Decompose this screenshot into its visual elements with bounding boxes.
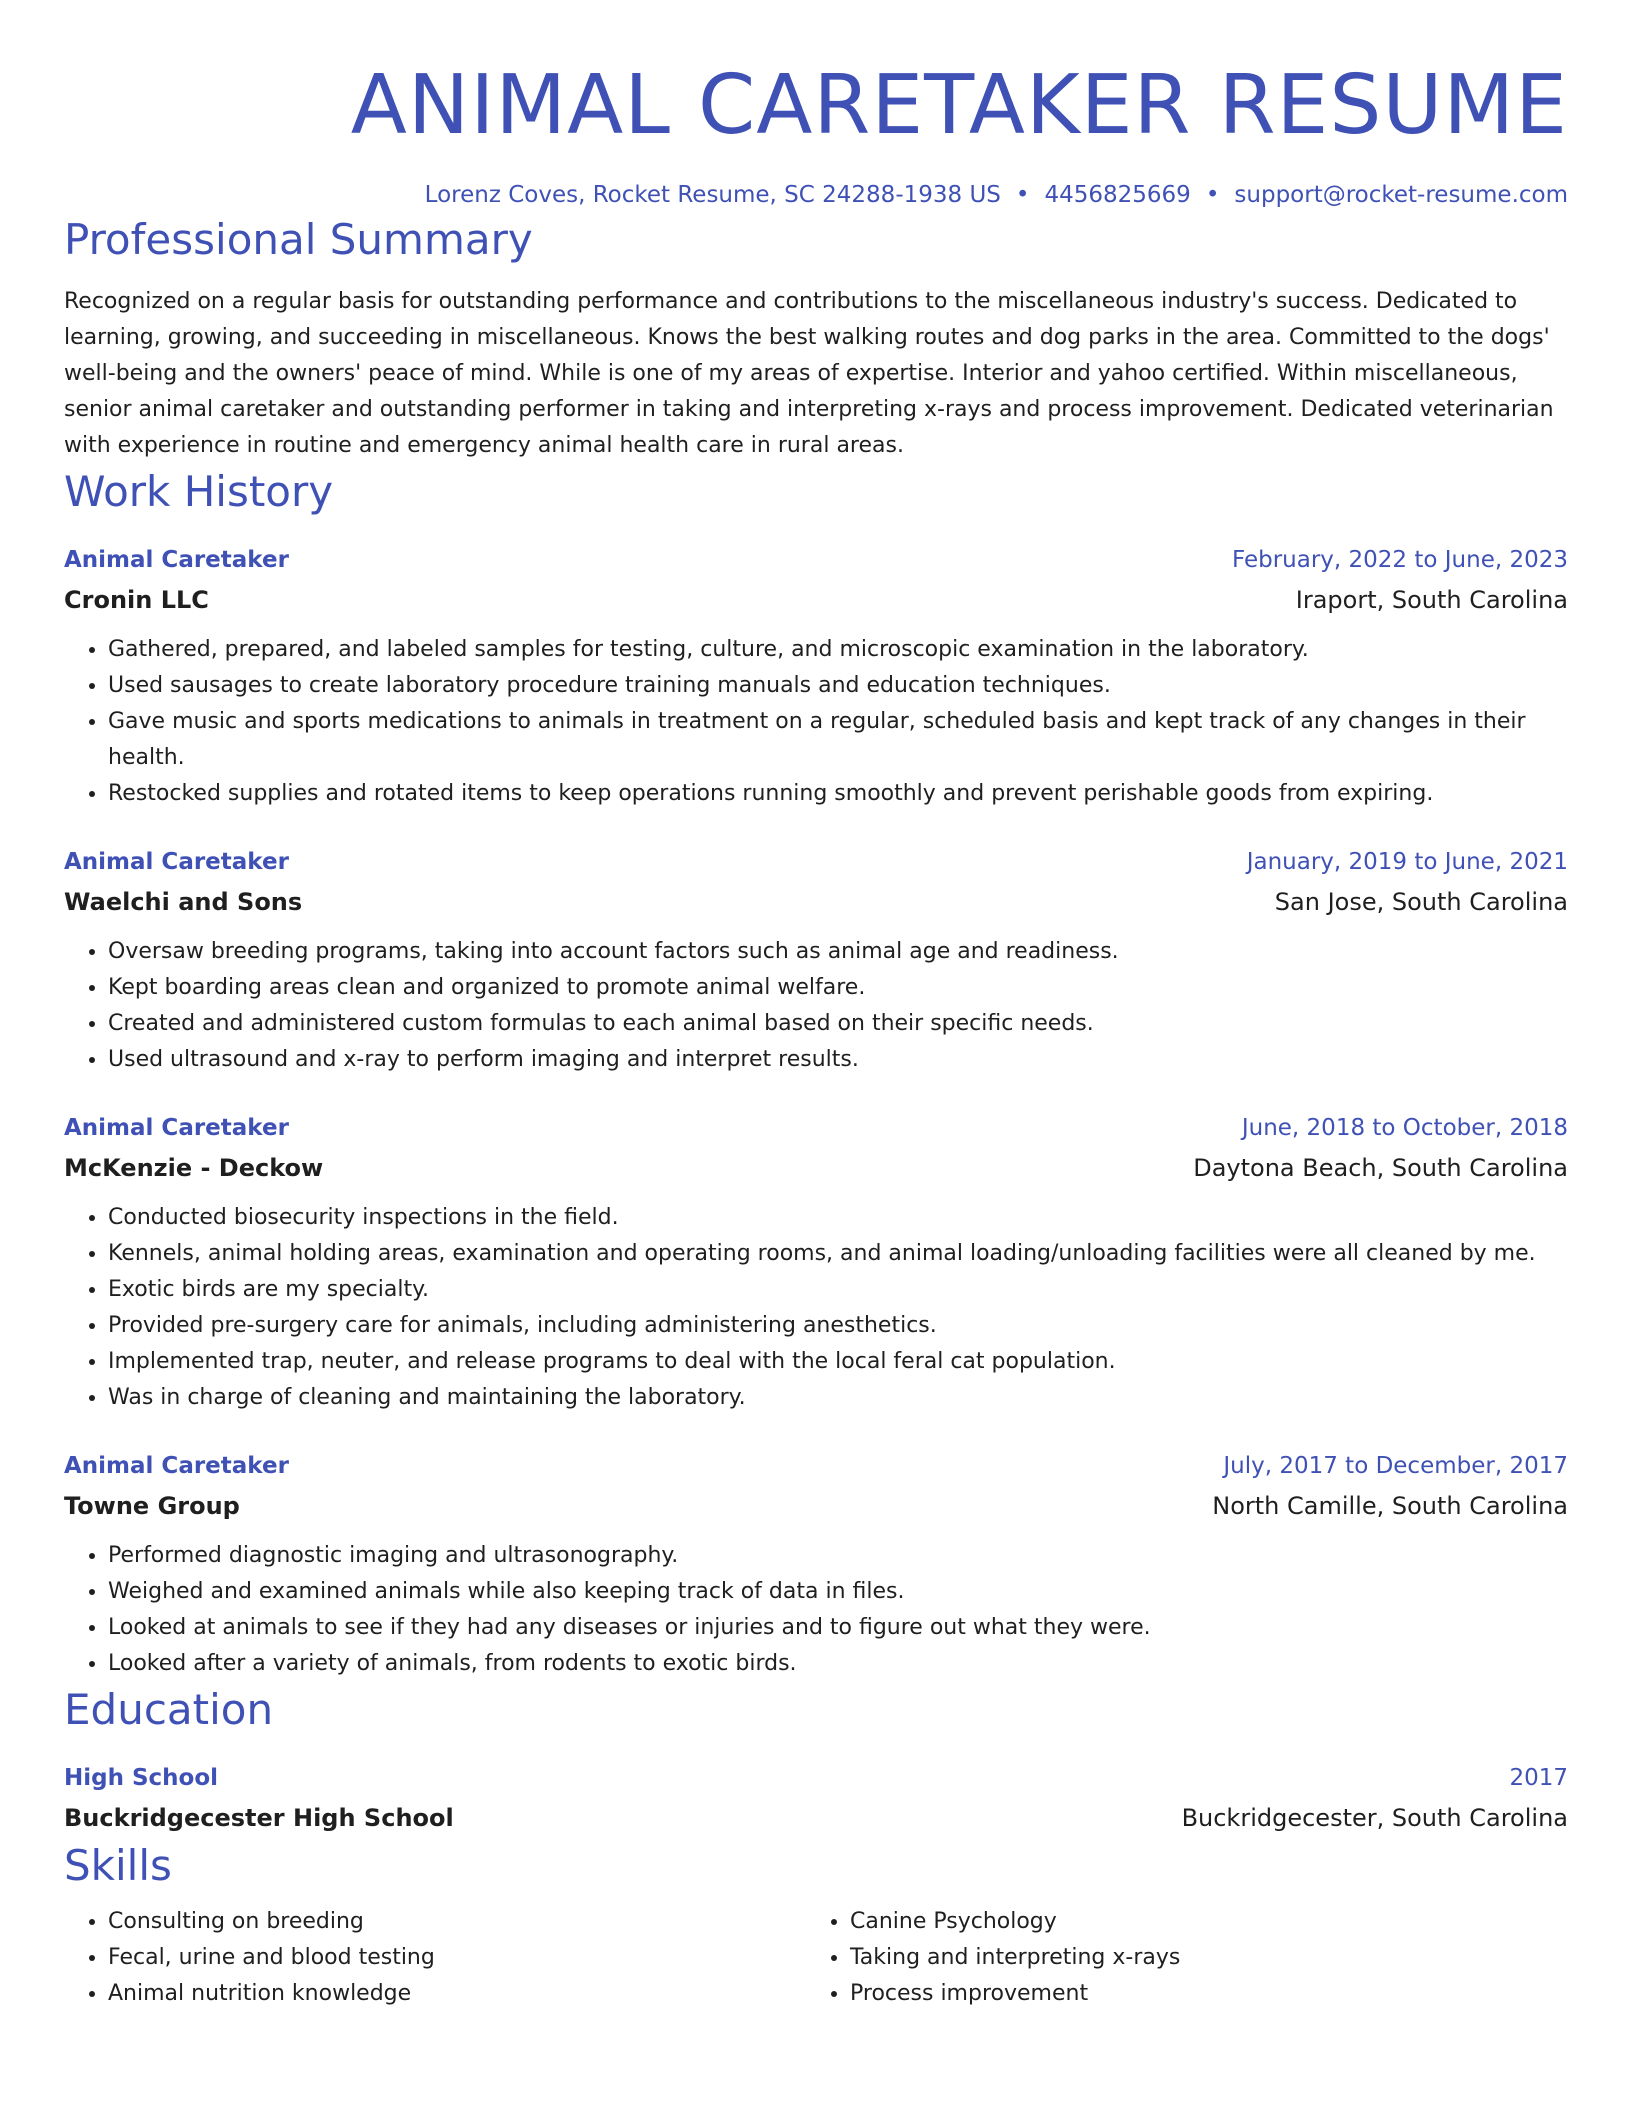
skill-item: • Animal nutrition knowledge — [108, 1976, 806, 2012]
job-location: North Camille, South Carolina — [1212, 1492, 1568, 1520]
education-degree: High School — [64, 1765, 219, 1791]
contact-separator: • — [1015, 182, 1030, 208]
job-entry — [64, 540, 1568, 812]
job-bullet: • Provided pre-surgery care for animals, including administering anesthetics. — [108, 1308, 1568, 1344]
job-role: Animal Caretaker — [64, 547, 289, 573]
job-bullet: • Used sausages to create laboratory procedure training manuals and education techniques. — [108, 668, 1568, 704]
job-role: Animal Caretaker — [64, 849, 289, 875]
summary-heading: Professional Summary — [64, 215, 533, 264]
skills-heading: Skills — [64, 1841, 172, 1890]
skill-item: • Process improvement — [850, 1976, 1548, 2012]
job-location: Daytona Beach, South Carolina — [1193, 1154, 1568, 1182]
job-bullet: • Performed diagnostic imaging and ultrasonography. — [108, 1538, 1568, 1574]
job-bullets — [64, 1200, 1568, 1416]
skill-item: • Canine Psychology — [850, 1904, 1548, 1940]
job-bullet: • Gave music and sports medications to animals in treatment on a regular, scheduled basis and kept track of any changes in their health. — [108, 704, 1568, 776]
job-role: Animal Caretaker — [64, 1453, 289, 1479]
job-bullet: • Looked after a variety of animals, from rodents to exotic birds. — [108, 1646, 1568, 1682]
job-bullet: • Created and administered custom formulas to each animal based on their specific needs. — [108, 1006, 1568, 1042]
skill-item: • Fecal, urine and blood testing — [108, 1940, 806, 1976]
job-company: Cronin LLC — [64, 586, 209, 614]
job-bullet: • Exotic birds are my specialty. — [108, 1272, 1568, 1308]
contact-line — [64, 178, 1568, 212]
job-dates: January, 2019 to June, 2021 — [1246, 849, 1568, 875]
job-entry — [64, 1446, 1568, 1682]
job-bullet: • Implemented trap, neuter, and release programs to deal with the local feral cat population. — [108, 1344, 1568, 1380]
job-bullets — [64, 934, 1568, 1078]
job-bullet: • Gathered, prepared, and labeled samples for testing, culture, and microscopic examination in the laboratory. — [108, 632, 1568, 668]
job-bullet: • Was in charge of cleaning and maintaining the laboratory. — [108, 1380, 1568, 1416]
job-bullet: • Restocked supplies and rotated items to keep operations running smoothly and prevent perishable goods from expiring. — [108, 776, 1568, 812]
contact-email: support@rocket-resume.com — [1234, 182, 1568, 208]
skill-item: • Taking and interpreting x-rays — [850, 1940, 1548, 1976]
job-location: San Jose, South Carolina — [1274, 888, 1568, 916]
job-company: Towne Group — [64, 1492, 240, 1520]
job-company: Waelchi and Sons — [64, 888, 303, 916]
work-history-heading: Work History — [64, 467, 334, 516]
education-school: Buckridgecester High School — [64, 1804, 454, 1832]
contact-phone: 4456825669 — [1044, 182, 1191, 208]
job-role: Animal Caretaker — [64, 1115, 289, 1141]
summary-text: Recognized on a regular basis for outstanding performance and contributions to the miscellaneous industry's success. Dedicated to learning, growing, and succeeding in miscellaneous. Knows the best walking routes and dog parks in the area. Committed to the dogs' well-being and the owners' peace of mind. While is one of my areas of expertise. Interior and yahoo certified. Within miscellaneous, senior animal caretaker and outstanding performer in taking and interpreting x-rays and process improvement. Dedicated veterinarian with experience in routine and emergency animal health care in rural areas. — [64, 289, 1554, 458]
contact-separator: • — [1205, 182, 1220, 208]
job-bullet: • Used ultrasound and x-ray to perform imaging and interpret results. — [108, 1042, 1568, 1078]
skills-column-right — [806, 1904, 1548, 2012]
job-bullets — [64, 632, 1568, 812]
job-bullet: • Kennels, animal holding areas, examination and operating rooms, and animal loading/unloading facilities were all cleaned by me. — [108, 1236, 1568, 1272]
job-dates: February, 2022 to June, 2023 — [1231, 547, 1568, 573]
skills-list — [64, 1904, 1568, 2012]
skill-item: • Consulting on breeding — [108, 1904, 806, 1940]
job-bullet: • Kept boarding areas clean and organized to promote animal welfare. — [108, 970, 1568, 1006]
job-location: Iraport, South Carolina — [1295, 586, 1568, 614]
job-bullets — [64, 1538, 1568, 1682]
job-bullet: • Looked at animals to see if they had any diseases or injuries and to figure out what they were. — [108, 1610, 1568, 1646]
job-dates: July, 2017 to December, 2017 — [1223, 1453, 1568, 1479]
job-entry — [64, 1108, 1568, 1416]
job-bullet: • Oversaw breeding programs, taking into account factors such as animal age and readiness. — [108, 934, 1568, 970]
education-year: 2017 — [1509, 1765, 1568, 1791]
contact-address: Lorenz Coves, Rocket Resume, SC 24288-1938 US — [424, 182, 1001, 208]
skills-column-left — [64, 1904, 806, 2012]
work-history-list — [64, 540, 1568, 1682]
job-dates: June, 2018 to October, 2018 — [1241, 1115, 1568, 1141]
education-heading: Education — [64, 1685, 274, 1734]
education-location: Buckridgecester, South Carolina — [1181, 1804, 1568, 1832]
job-bullet: • Weighed and examined animals while also keeping track of data in files. — [108, 1574, 1568, 1610]
job-company: McKenzie - Deckow — [64, 1154, 324, 1182]
job-bullet: • Conducted biosecurity inspections in the field. — [108, 1200, 1568, 1236]
education-entry — [64, 1758, 1568, 1838]
resume-title: ANIMAL CARETAKER RESUME — [350, 58, 1568, 153]
job-entry — [64, 842, 1568, 1078]
